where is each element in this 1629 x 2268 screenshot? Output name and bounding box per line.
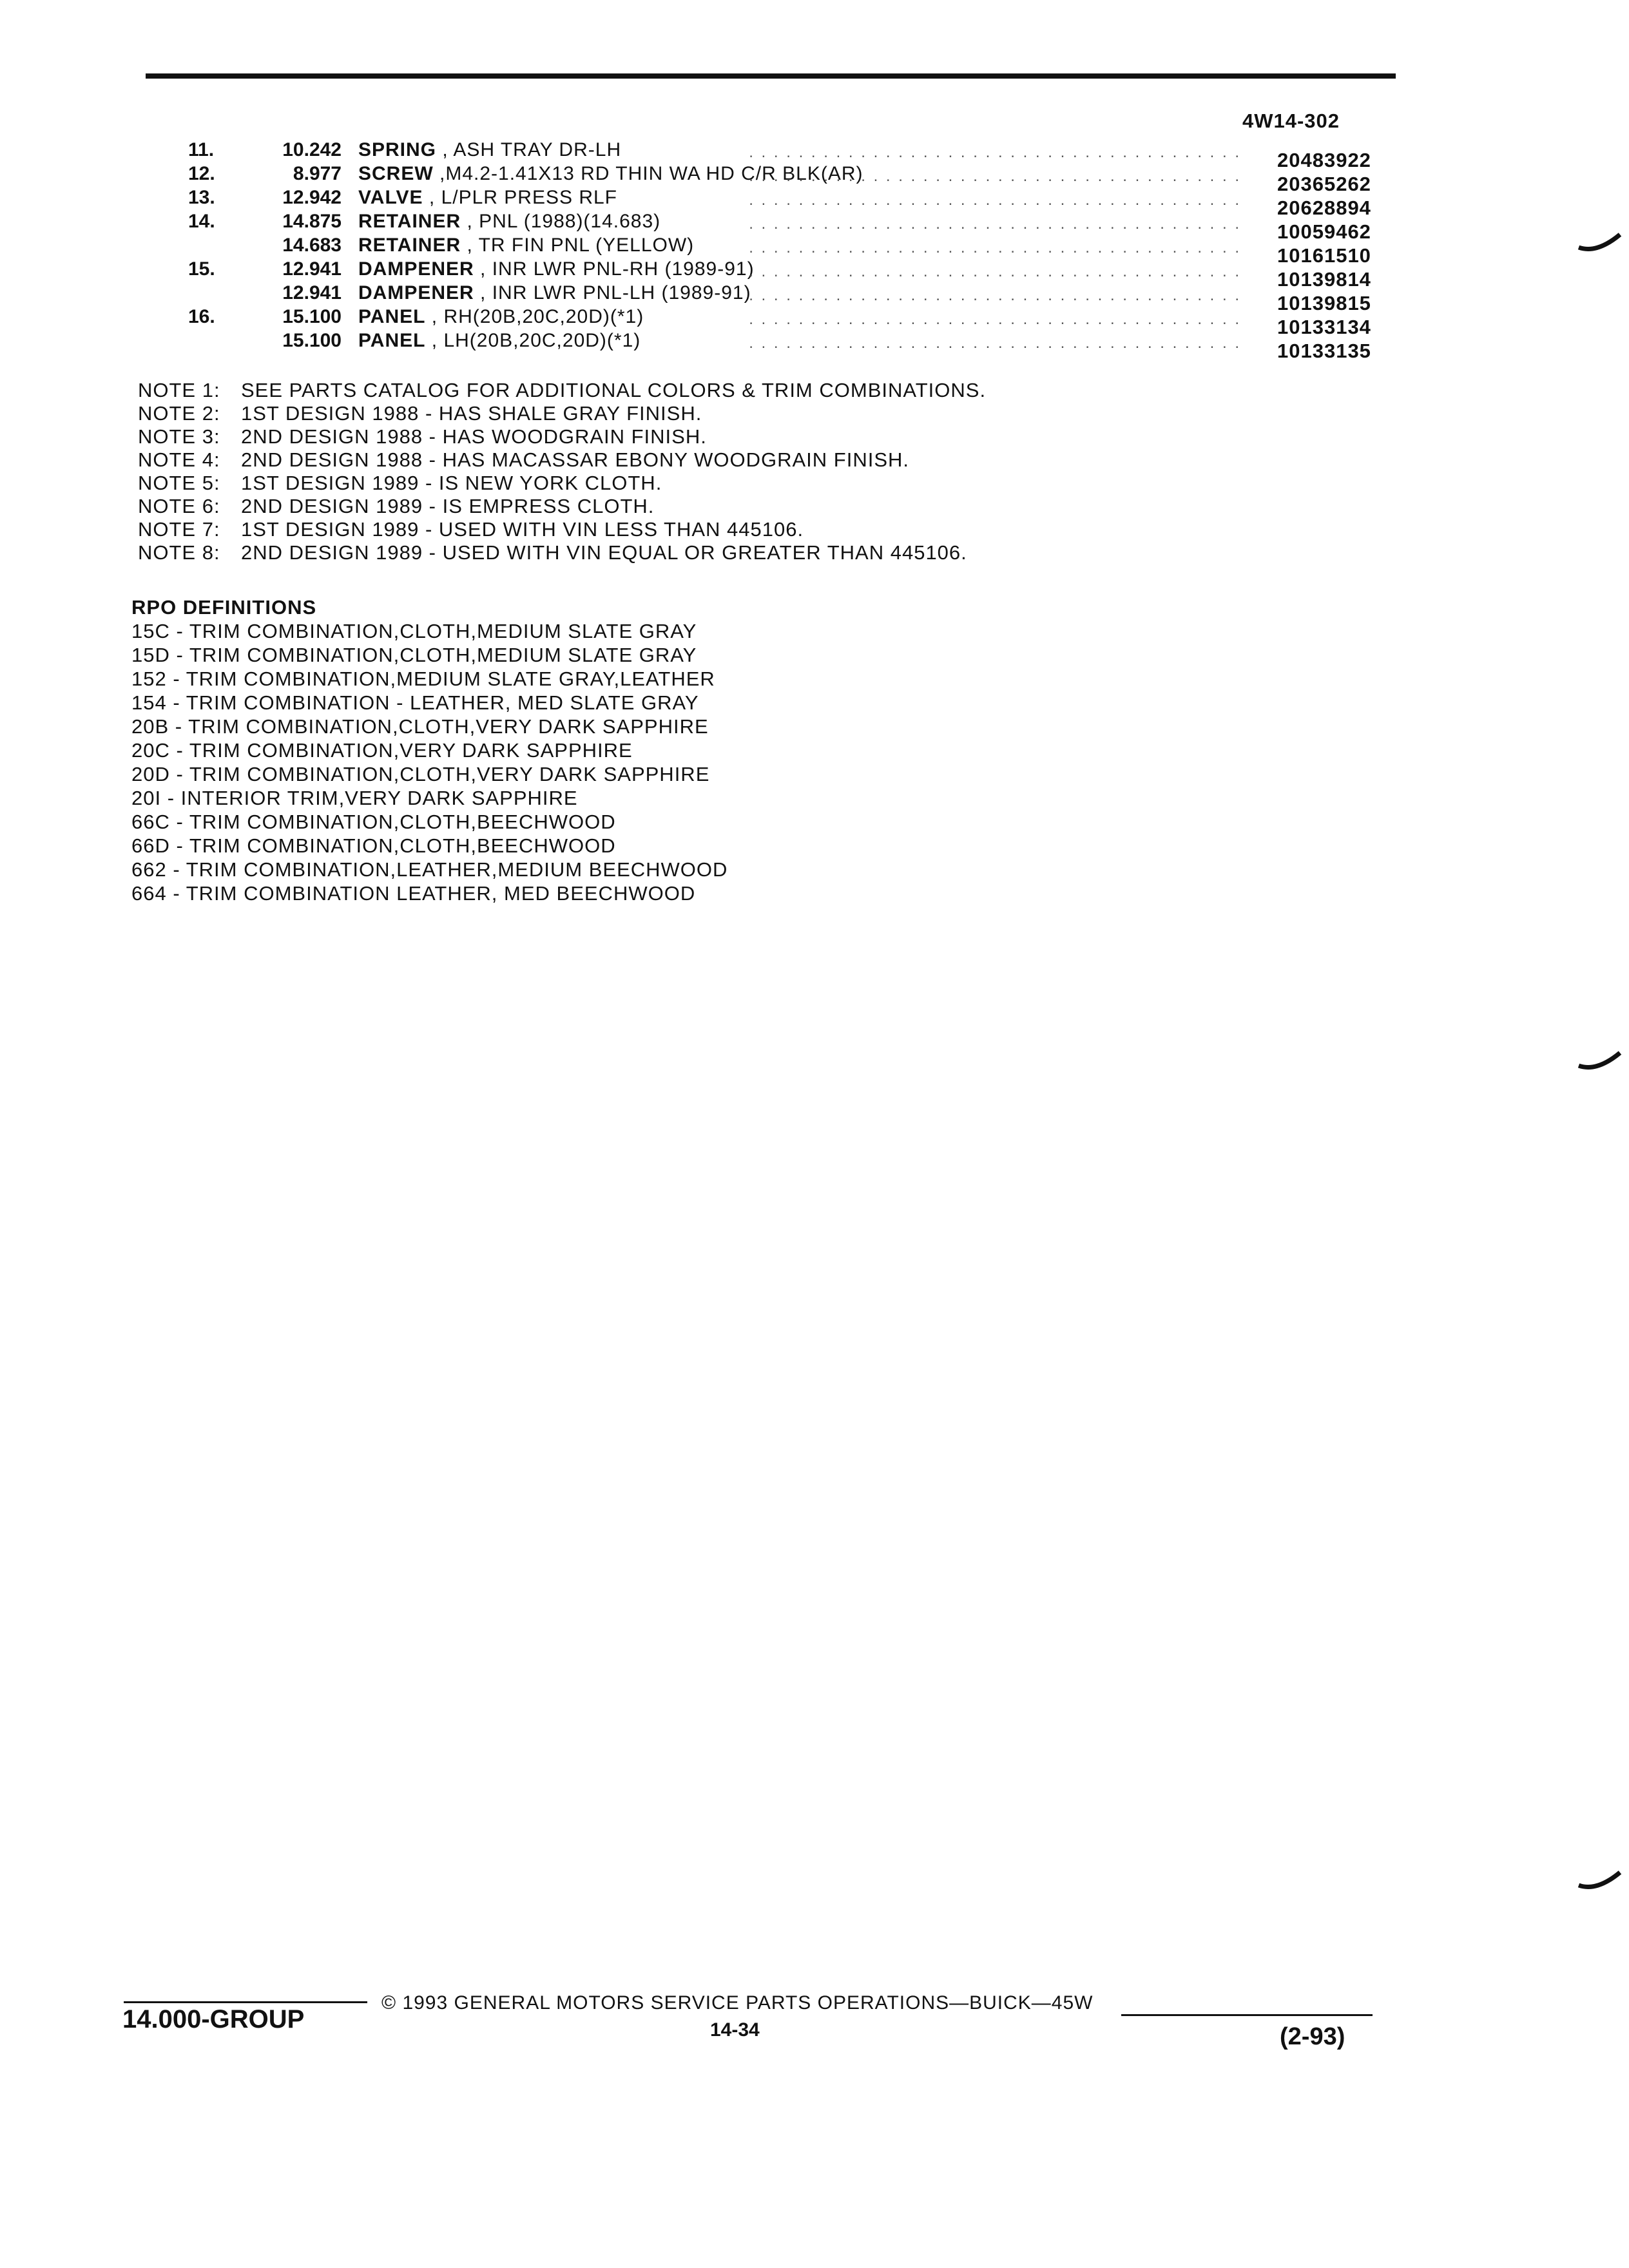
note-text: 1ST DESIGN 1989 - IS NEW YORK CLOTH. (241, 472, 662, 494)
part-number: 10133134 (1277, 316, 1371, 338)
part-detail: , L/PLR PRESS RLF (423, 187, 618, 208)
reference-number: 10.242 (282, 139, 342, 160)
part-number: 10133135 (1277, 340, 1371, 362)
note-row (138, 379, 986, 402)
part-name: PANEL (358, 330, 426, 351)
notes-list (138, 379, 986, 564)
part-row (0, 162, 1629, 195)
note-label: NOTE 5: (138, 472, 220, 494)
item-number: 15. (188, 258, 215, 280)
part-number: 20365262 (1277, 173, 1371, 195)
item-number: 14. (188, 211, 215, 232)
part-detail: , INR LWR PNL-RH (1989-91) (474, 258, 755, 280)
reference-number: 15.100 (282, 330, 342, 351)
note-text: 1ST DESIGN 1989 - USED WITH VIN LESS THAN 445106. (241, 518, 804, 541)
part-name: SPRING (358, 139, 437, 160)
part-name: DAMPENER (358, 282, 474, 303)
note-label: NOTE 1: (138, 379, 220, 401)
part-row (0, 138, 1629, 171)
part-description (358, 305, 644, 329)
part-row (0, 305, 1629, 338)
rpo-definition: 20C - TRIM COMBINATION,VERY DARK SAPPHIRE (131, 739, 633, 762)
footer-date: (2-93) (1280, 2023, 1345, 2050)
rpo-definition: 20B - TRIM COMBINATION,CLOTH,VERY DARK SAPPHIRE (131, 715, 709, 738)
rpo-list (131, 619, 728, 905)
reference-number: 12.941 (282, 258, 342, 280)
note-label: NOTE 7: (138, 518, 220, 541)
rpo-definition: 15C - TRIM COMBINATION,CLOTH,MEDIUM SLATE GRAY (131, 620, 697, 642)
part-name: RETAINER (358, 211, 461, 232)
part-row (0, 329, 1629, 362)
note-text: 2ND DESIGN 1988 - HAS WOODGRAIN FINISH. (241, 425, 707, 448)
part-number: 10059462 (1277, 220, 1371, 243)
part-description (358, 186, 617, 209)
note-text: 1ST DESIGN 1988 - HAS SHALE GRAY FINISH. (241, 402, 702, 425)
dot-leader: . . . . . . . . . . . . . . . . . . . . . . . . . . . . . . . . . . . . . . . . (749, 311, 1241, 328)
reference-number: 12.942 (282, 187, 342, 208)
part-row (0, 209, 1629, 243)
note-text: 2ND DESIGN 1988 - HAS MACASSAR EBONY WOODGRAIN FINISH. (241, 448, 910, 471)
part-detail: , TR FIN PNL (YELLOW) (461, 235, 695, 256)
reference-number: 8.977 (293, 163, 342, 184)
note-row (138, 425, 986, 448)
part-detail: , RH(20B,20C,20D)(*1) (425, 306, 644, 327)
binding-mark-icon (1577, 1869, 1623, 1894)
part-description (358, 281, 751, 305)
part-row (0, 281, 1629, 314)
footer-page-number: 14-34 (710, 2019, 760, 2041)
note-label: NOTE 8: (138, 541, 220, 564)
part-description (358, 329, 641, 352)
note-label: NOTE 6: (138, 495, 220, 517)
footer-rule-right (1121, 2014, 1373, 2016)
part-description (358, 138, 621, 162)
part-number: 20628894 (1277, 197, 1371, 219)
note-row (138, 541, 986, 564)
footer-copyright: © 1993 GENERAL MOTORS SERVICE PARTS OPERATIONS—BUICK—45W (381, 1992, 1094, 2013)
rpo-definition: 662 - TRIM COMBINATION,LEATHER,MEDIUM BEECHWOOD (131, 858, 728, 881)
reference-number: 12.941 (282, 282, 342, 303)
reference-number: 14.875 (282, 211, 342, 232)
note-text: 2ND DESIGN 1989 - IS EMPRESS CLOTH. (241, 495, 655, 517)
part-name: VALVE (358, 187, 423, 208)
note-label: NOTE 3: (138, 425, 220, 448)
part-number: 10161510 (1277, 244, 1371, 267)
part-detail: , ASH TRAY DR-LH (436, 139, 622, 160)
note-row (138, 402, 986, 425)
note-row (138, 495, 986, 518)
footer-group: 14.000-GROUP (122, 2005, 305, 2033)
rpo-definition: 66D - TRIM COMBINATION,CLOTH,BEECHWOOD (131, 834, 616, 857)
item-number: 16. (188, 306, 215, 327)
rpo-definition: 20D - TRIM COMBINATION,CLOTH,VERY DARK SAPPHIRE (131, 763, 710, 785)
note-text: 2ND DESIGN 1989 - USED WITH VIN EQUAL OR GREATER THAN 445106. (241, 541, 967, 564)
part-name: SCREW (358, 163, 434, 184)
part-number: 20483922 (1277, 149, 1371, 171)
dot-leader: . . . . . . . . . . . . . . . . . . . . . . . . . . . . . . . . . . . . . . . . (749, 263, 1241, 280)
note-text: SEE PARTS CATALOG FOR ADDITIONAL COLORS & TRIM COMBINATIONS. (241, 379, 987, 401)
note-row (138, 472, 986, 495)
item-number: 13. (188, 187, 215, 208)
rpo-definition: 66C - TRIM COMBINATION,CLOTH,BEECHWOOD (131, 811, 616, 833)
dot-leader: . . . . . . . . . . . . . . . . . . . . . . . . . . . . . . . . . . . . . . . . (749, 191, 1241, 209)
item-number: 11. (188, 139, 215, 160)
rpo-title: RPO DEFINITIONS (131, 596, 317, 619)
binding-mark-icon (1577, 1049, 1623, 1075)
note-row (138, 448, 986, 472)
rpo-definition: 664 - TRIM COMBINATION LEATHER, MED BEECHWOOD (131, 882, 696, 905)
rpo-definitions (131, 595, 728, 905)
top-rule (146, 73, 1396, 79)
part-name: DAMPENER (358, 258, 474, 280)
note-label: NOTE 2: (138, 402, 220, 425)
rpo-definition: 20I - INTERIOR TRIM,VERY DARK SAPPHIRE (131, 787, 578, 809)
part-number: 10139815 (1277, 292, 1371, 314)
rpo-definition: 15D - TRIM COMBINATION,CLOTH,MEDIUM SLATE GRAY (131, 644, 697, 666)
parts-list (0, 138, 1629, 362)
rpo-definition: 154 - TRIM COMBINATION - LEATHER, MED SLATE GRAY (131, 691, 699, 714)
note-row (138, 518, 986, 541)
item-number: 12. (188, 163, 215, 184)
dot-leader: . . . . . . . . . . . . . . . . . . . . . . . . . . . . . . . . . . . . . . . . (749, 334, 1241, 352)
page-code: 4W14-302 (1242, 110, 1340, 132)
part-description (358, 257, 755, 281)
dot-leader: . . . . . . . . . . . . . . . . . . . . . . . . . . . . . . . . . . . . . . . . (749, 215, 1241, 233)
part-name: PANEL (358, 306, 426, 327)
part-detail: , INR LWR PNL-LH (1989-91) (474, 282, 751, 303)
dot-leader: . . . . . . . . . . . . . . . . . . . . . . . . . . . . . . . . . . . . . . . . (749, 287, 1241, 304)
part-description (358, 209, 660, 233)
part-row (0, 257, 1629, 291)
part-detail: , LH(20B,20C,20D)(*1) (425, 330, 641, 351)
part-number: 10139814 (1277, 268, 1371, 291)
part-detail: ,M4.2-1.41X13 RD THIN WA HD C/R BLK(AR) (433, 163, 863, 184)
note-label: NOTE 4: (138, 448, 220, 471)
reference-number: 15.100 (282, 306, 342, 327)
part-row (0, 186, 1629, 219)
dot-leader: . . . . . . . . . . . . . . . . . . . . . . . . . . . . . . . . . . . . . . . . (749, 144, 1241, 161)
part-description (358, 233, 694, 257)
part-detail: , PNL (1988)(14.683) (461, 211, 661, 232)
part-row (0, 233, 1629, 267)
reference-number: 14.683 (282, 235, 342, 256)
dot-leader: . . . . . . . . . . . . . . . . . . . . . . . . . . . . . . . . . . . . . . . . (749, 239, 1241, 256)
binding-mark-icon (1577, 231, 1623, 256)
dot-leader: . . . . . . . . . . . . . . . . . . . . . . . . . . . . . . . . . . . . . . . . (749, 168, 1241, 185)
rpo-definition: 152 - TRIM COMBINATION,MEDIUM SLATE GRAY,LEATHER (131, 668, 715, 690)
footer-rule-left (124, 2001, 367, 2003)
part-name: RETAINER (358, 235, 461, 256)
